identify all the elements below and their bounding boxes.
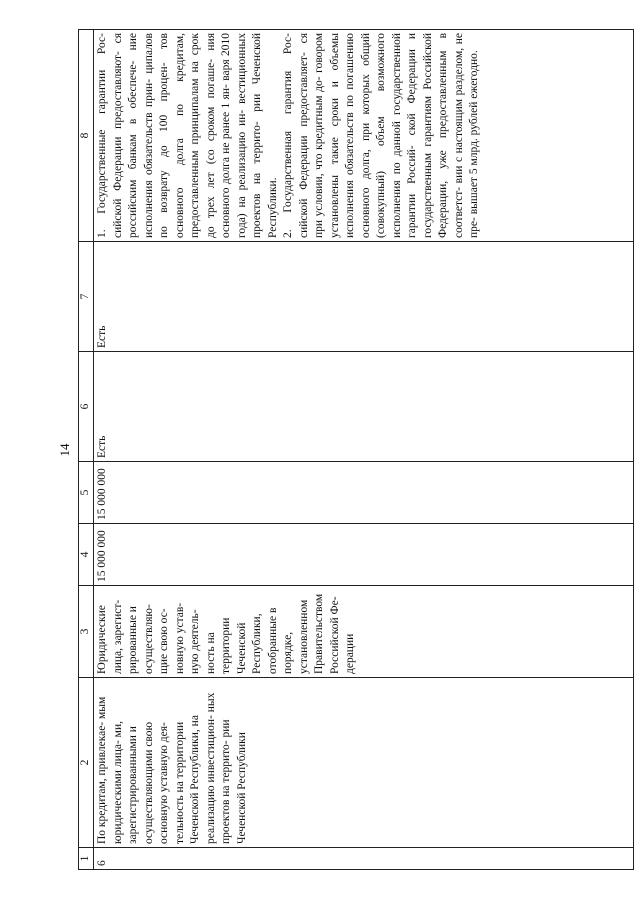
- header-col-1: 1: [79, 848, 94, 870]
- header-col-7: 7: [79, 242, 94, 352]
- regress-right-cell: Есть: [94, 352, 634, 462]
- condition-paragraph-2: 2. Государственная гарантия Рос- сийской Федерации предоставляет- ся при условии, что кредитным до- говором установлены такие сроки и объемы исполнения обязательств по погашению основного долга, при которых общий (совокупный) объем возможного исполнения по данной государственной гарантии Россий- ской Федерации и государственным гарантиям Российской Федерации, уже предоставленным в соответст- вии с настоящим разделом, не пре- вышает 5 млрд. рублей ежегодно.: [282, 33, 480, 238]
- header-col-3: 3: [79, 586, 94, 678]
- header-col-6: 6: [79, 352, 94, 462]
- credit-purpose-cell: По кредитам, привлекае- мым юридическими лица- ми, зарегистрированными и осуществляющими свою основную уставную дея- тельность на территории Чеченской Республики, на реализацию инвестицион- ных проектов на террито- рии Чеченской Республики: [94, 678, 634, 848]
- collateral-cell: Есть: [94, 242, 634, 352]
- condition-paragraph-1: 1. Государственные гарантии Рос- сийской Федерации предоставляют- ся российским банкам в обеспече- ние исполнения обязательств прин- ципалов по возврату до 100 процен- тов основного долга по кредитам, предоставленным принципалам на срок до трех лет (со сроком погаше- ния основного долга не ранее 1 ян- варя 2010 года) на реализацию ин- вестиционных проектов на террито- рии Чеченской Республики.: [96, 33, 279, 238]
- header-row: [79, 30, 94, 870]
- header-col-2: 2: [79, 678, 94, 848]
- page-number: 14: [57, 443, 72, 457]
- conditions-cell: [94, 30, 634, 242]
- amount-cell-2: 15 000 000: [94, 462, 634, 524]
- header-col-4: 4: [79, 524, 94, 586]
- amount-cell-1: 15 000 000: [94, 524, 634, 586]
- row-number-cell: 6: [94, 848, 634, 870]
- guarantee-table: [78, 29, 634, 870]
- rotated-page: [56, 30, 640, 870]
- header-col-5: 5: [79, 462, 94, 524]
- principal-category-cell: Юридические лица, зарегист- рированные и осуществляю- щие свою ос- новную устав- ную деятель- ность на территории Чеченской Республики, отобранные в порядке, установленном Правительством Российской Фе- дерации: [94, 586, 634, 678]
- table-row: [94, 30, 634, 870]
- header-col-8: 8: [79, 30, 94, 242]
